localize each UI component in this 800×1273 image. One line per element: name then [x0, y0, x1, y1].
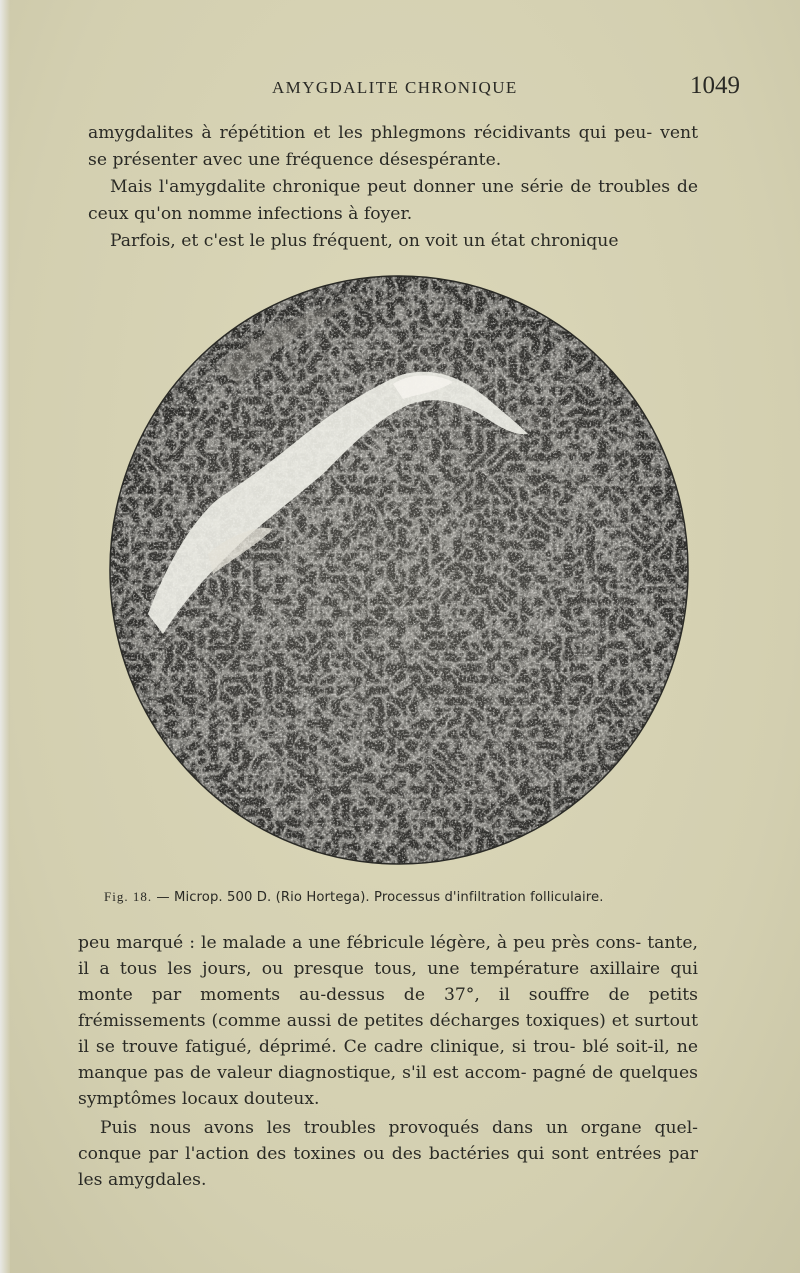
figure-label: Fig. 18.	[104, 889, 153, 904]
running-title: AMYGDALITE CHRONIQUE	[272, 78, 518, 97]
paragraph-4: peu marqué : le malade a une fébricule légère, à peu près cons- tante, il a tous les jours, ou presque tous, une température axillaire qui monte par moments au-dessus de 37°, il souffre de petits frémissements (comme aussi de petites décharges toxiques) et surtout il se trouve fatigué, déprimé. Ce cadre clinique, si trou- blé soit-il, ne manque pas de valeur diagnostique, s'il est accom- pagné de quelques symptômes locaux douteux.	[78, 933, 698, 1109]
page-edge	[0, 0, 10, 1273]
figure-caption	[104, 889, 724, 905]
figure-caption-text: — Microp. 500 D. (Rio Hortega). Processus d'infiltration folliculaire.	[152, 890, 604, 905]
micrograph-figure	[108, 274, 690, 866]
paragraph-2: Mais l'amygdalite chronique peut donner une série de troubles de ceux qu'on nomme infections à foyer.	[88, 177, 698, 224]
page-header	[60, 72, 740, 106]
paragraph-1: amygdalites à répétition et les phlegmons récidivants qui peu- vent se présenter avec une fréquence désespérante.	[88, 123, 698, 170]
page-number: 1049	[690, 72, 740, 99]
paragraph-3: Parfois, et c'est le plus fréquent, on voit un état chronique	[110, 231, 619, 251]
micrograph-image	[108, 274, 690, 866]
paragraph-5: Puis nous avons les troubles provoqués dans un organe quel- conque par l'action des toxines ou des bactéries qui sont entrées par les amygdales.	[78, 1118, 698, 1190]
